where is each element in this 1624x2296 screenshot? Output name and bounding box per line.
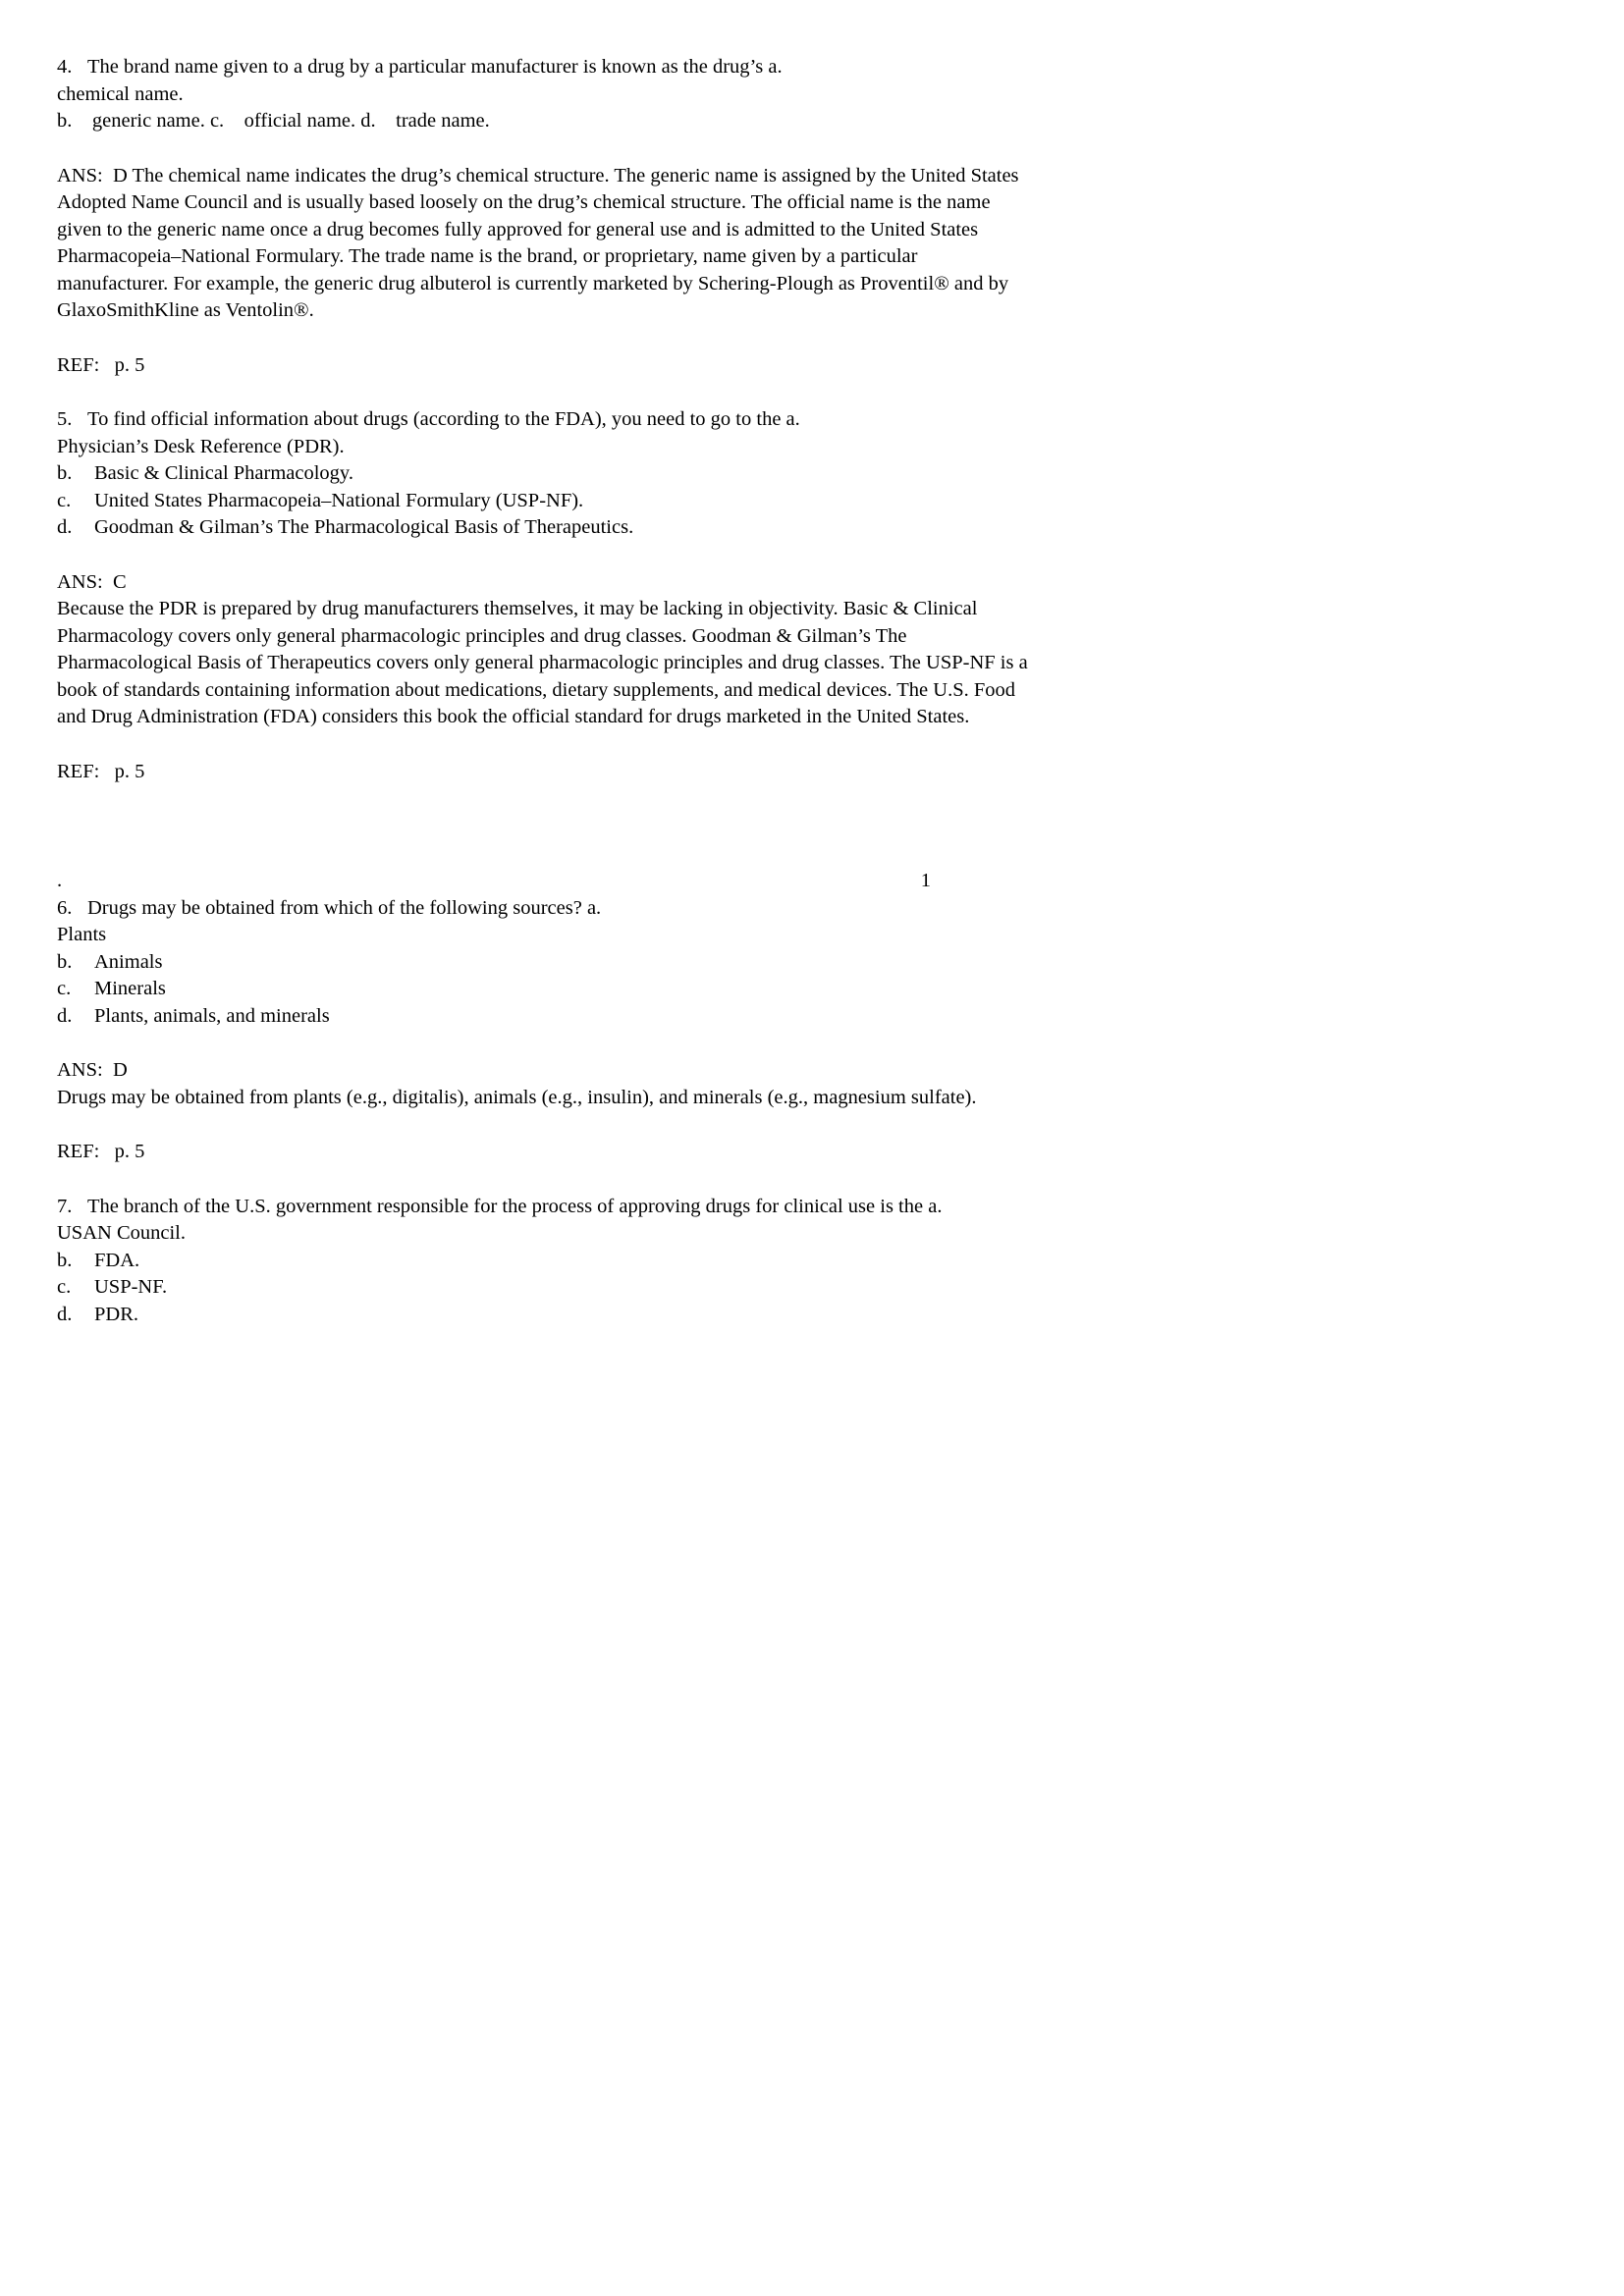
answer-label: ANS: D	[57, 1059, 128, 1081]
option-letter: b.	[57, 950, 73, 973]
stray-period: .	[57, 870, 63, 891]
question-number: 5.	[57, 408, 73, 430]
option-text: United States Pharmacopeia–National Formulary (USP-NF).	[94, 489, 584, 511]
question-number: 7.	[57, 1195, 73, 1217]
options-inline-row: b. generic name. c. official name. d. trade name.	[57, 110, 490, 132]
option-letter: d.	[57, 1004, 73, 1027]
option-text: Goodman & Gilman’s The Pharmacological Basis of Therapeutics.	[94, 516, 634, 538]
option-text: Basic & Clinical Pharmacology.	[94, 462, 353, 484]
question-number: 4.	[57, 56, 73, 78]
option-row	[57, 514, 1044, 542]
page-footer-row	[57, 868, 931, 895]
option-a-text: USAN Council.	[57, 1222, 186, 1244]
option-letter: b.	[57, 1249, 73, 1271]
option-letter: b.	[57, 462, 73, 484]
option-row	[57, 488, 1044, 515]
answer-paragraph: ANS: D The chemical name indicates the drug’s chemical structure. The generic name is assigned by the United States Adopted Name Council and is usually based loosely on the drug’s chemical structure. The official name is the name given to the generic name once a drug becomes fully approved for general use and is admitted to the United States Pharmacopeia–National Formulary. The trade name is the brand, or proprietary, name given by a particular manufacturer. For example, the generic drug albuterol is currently marketed by Schering-Plough as Proventil® and by GlaxoSmithKline as Ventolin®.	[57, 164, 1023, 321]
question-number: 6.	[57, 896, 73, 919]
option-row	[57, 1274, 1044, 1302]
option-text: USP-NF.	[94, 1276, 168, 1298]
option-letter: d.	[57, 516, 73, 538]
option-row	[57, 976, 1044, 1003]
option-letter: d.	[57, 1303, 73, 1325]
option-letter: c.	[57, 978, 72, 999]
question-7	[57, 1194, 1044, 1329]
option-text: Animals	[94, 950, 163, 973]
option-a-text: Physician’s Desk Reference (PDR).	[57, 435, 345, 457]
option-row	[57, 949, 1044, 977]
option-row	[57, 460, 1044, 488]
option-row	[57, 1248, 1044, 1275]
option-a-text: chemical name.	[57, 82, 184, 105]
question-4	[57, 54, 1044, 379]
question-stem-text: The branch of the U.S. government responsible for the process of approving drugs for clinical use is the a.	[87, 1195, 943, 1217]
question-6	[57, 895, 1044, 1166]
option-text: Minerals	[94, 978, 166, 999]
explanation-paragraph: Drugs may be obtained from plants (e.g., digitalis), animals (e.g., insulin), and minerals (e.g., magnesium sulfate).	[57, 1086, 977, 1108]
option-text: PDR.	[94, 1303, 139, 1325]
text-block	[57, 54, 1044, 1328]
reference-line: REF: p. 5	[57, 353, 145, 376]
option-text: FDA.	[94, 1249, 140, 1271]
reference-line: REF: p. 5	[57, 760, 145, 782]
page-number: 1	[920, 870, 931, 891]
question-stem-row	[57, 1194, 1044, 1221]
question-5	[57, 406, 1044, 785]
explanation-paragraph: Because the PDR is prepared by drug manufacturers themselves, it may be lacking in objectivity. Basic & Clinical Pharmacology covers only general pharmacologic principles and drug classes. Goodman & Gilman’s The Pharmacological Basis of Therapeutics covers only general pharmacologic principles and drug classes. The USP-NF is a book of standards containing information about medications, dietary supplements, and medical devices. The U.S. Food and Drug Administration (FDA) considers this book the official standard for drugs marketed in the United States.	[57, 598, 1033, 727]
option-letter: c.	[57, 1276, 72, 1298]
question-stem-row	[57, 895, 1044, 923]
question-stem-row	[57, 406, 1044, 434]
option-text: Plants, animals, and minerals	[94, 1004, 330, 1027]
question-stem-row	[57, 54, 1044, 81]
option-a-text: Plants	[57, 924, 107, 945]
question-stem-text: Drugs may be obtained from which of the following sources? a.	[87, 896, 602, 919]
answer-label: ANS: C	[57, 570, 127, 593]
reference-line: REF: p. 5	[57, 1141, 145, 1162]
question-stem-text: The brand name given to a drug by a particular manufacturer is known as the drug’s a.	[87, 56, 783, 78]
option-row	[57, 1302, 1044, 1329]
option-row	[57, 1003, 1044, 1031]
question-stem-text: To find official information about drugs (according to the FDA), you need to go to the a.	[87, 408, 800, 430]
option-letter: c.	[57, 489, 72, 511]
